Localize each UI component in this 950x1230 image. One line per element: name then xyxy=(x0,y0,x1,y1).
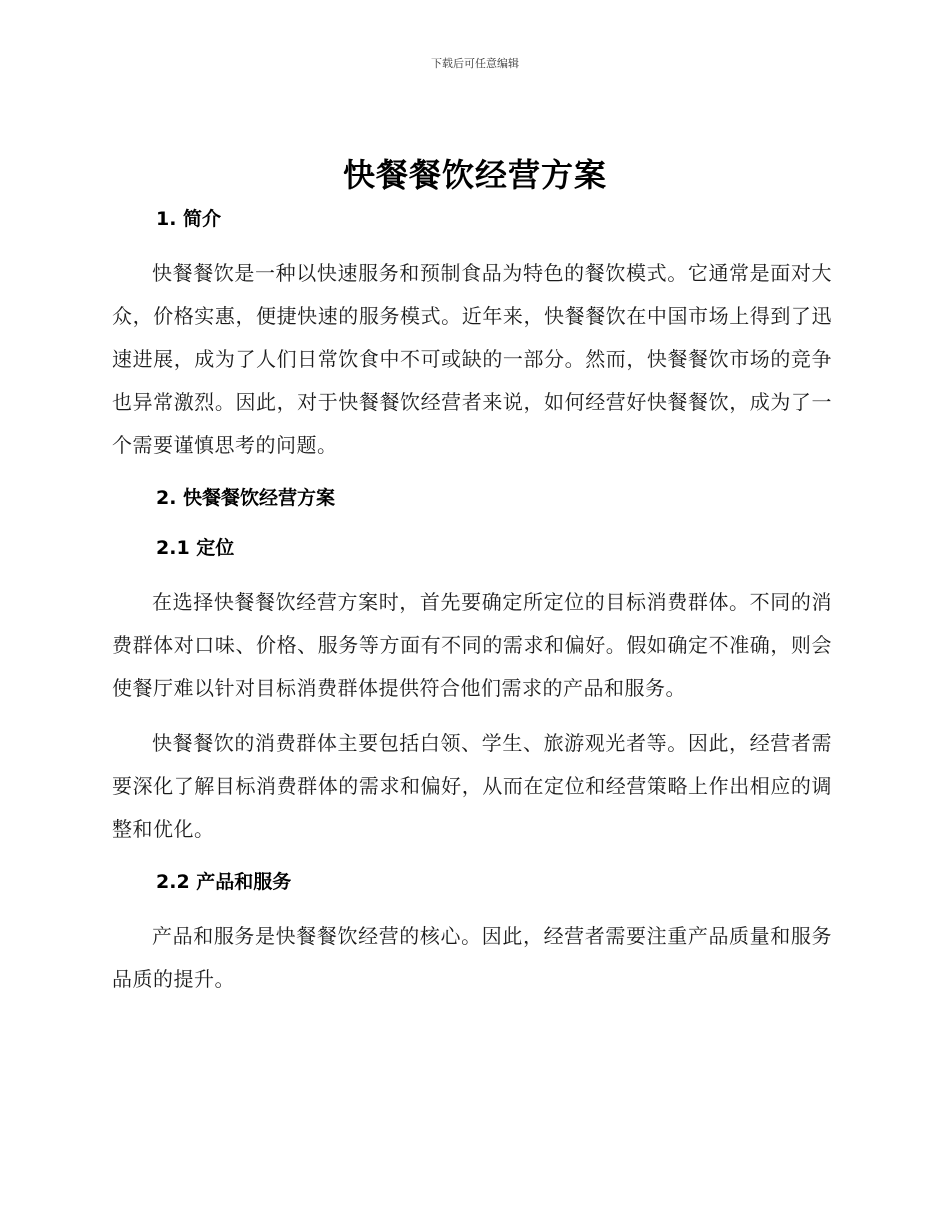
section-heading-plan: 2. 快餐餐饮经营方案 xyxy=(156,487,336,509)
paragraph-intro: 快餐餐饮是一种以快速服务和预制食品为特色的餐饮模式。它通常是面对大众，价格实惠，便捷快速的服务模式。近年来，快餐餐饮在中国市场上得到了迅速进展，成为了人们日常饮食中不可或缺的一部分。然而，快餐餐饮市场的竞争也异常激烈。因此，对于快餐餐饮经营者来说，如何经营好快餐餐饮，成为了一个需要谨慎思考的问题。 xyxy=(112,261,832,457)
paragraph-positioning-2: 快餐餐饮的消费群体主要包括白领、学生、旅游观光者等。因此，经营者需要深化了解目标消费群体的需求和偏好，从而在定位和经营策略上作出相应的调整和优化。 xyxy=(112,731,832,841)
document-body xyxy=(112,200,832,1001)
header-note: 下载后可任意编辑 xyxy=(431,57,519,70)
section-heading-products-services: 2.2 产品和服务 xyxy=(156,871,292,893)
paragraph-positioning-1: 在选择快餐餐饮经营方案时，首先要确定所定位的目标消费群体。不同的消费群体对口味、价格、服务等方面有不同的需求和偏好。假如确定不准确，则会使餐厅难以针对目标消费群体提供符合他们需求的产品和服务。 xyxy=(112,590,832,700)
paragraph-products-services: 产品和服务是快餐餐饮经营的核心。因此，经营者需要注重产品质量和服务品质的提升。 xyxy=(112,924,832,991)
section-heading-positioning: 2.1 定位 xyxy=(156,537,235,559)
document-title: 快餐餐饮经营方案 xyxy=(342,156,607,194)
section-heading-intro: 1. 简介 xyxy=(156,208,222,230)
